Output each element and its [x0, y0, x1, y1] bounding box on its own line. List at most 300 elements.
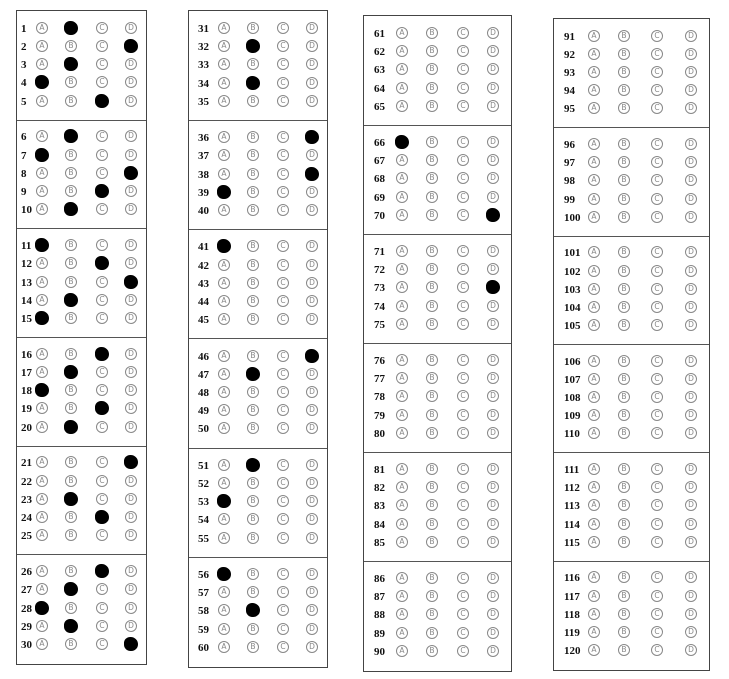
answer-bubble-b[interactable] [64, 365, 78, 379]
answer-bubble-d[interactable]: D [306, 277, 318, 289]
answer-bubble-a[interactable]: A [396, 263, 408, 275]
answer-bubble-c[interactable]: C [651, 211, 663, 223]
answer-bubble-c[interactable]: C [277, 495, 289, 507]
answer-bubble-b[interactable]: B [618, 211, 630, 223]
answer-bubble-a[interactable]: A [588, 409, 600, 421]
answer-bubble-a[interactable]: A [588, 265, 600, 277]
answer-bubble-b[interactable]: B [426, 354, 438, 366]
answer-bubble-c[interactable]: C [277, 568, 289, 580]
answer-bubble-d[interactable]: D [487, 518, 499, 530]
answer-bubble-c[interactable]: C [651, 193, 663, 205]
answer-bubble-d[interactable]: D [306, 77, 318, 89]
answer-bubble-d[interactable]: D [685, 644, 697, 656]
answer-bubble-c[interactable]: C [96, 529, 108, 541]
answer-bubble-b[interactable]: B [426, 45, 438, 57]
answer-bubble-c[interactable]: C [277, 131, 289, 143]
answer-bubble-a[interactable]: A [588, 626, 600, 638]
answer-bubble-a[interactable] [217, 494, 231, 508]
answer-bubble-d[interactable] [305, 167, 319, 181]
answer-bubble-a[interactable]: A [218, 368, 230, 380]
answer-bubble-c[interactable]: C [457, 281, 469, 293]
answer-bubble-d[interactable]: D [685, 608, 697, 620]
answer-bubble-c[interactable]: C [96, 602, 108, 614]
answer-bubble-a[interactable]: A [396, 463, 408, 475]
answer-bubble-b[interactable]: B [65, 638, 77, 650]
answer-bubble-b[interactable]: B [618, 536, 630, 548]
answer-bubble-a[interactable]: A [588, 391, 600, 403]
answer-bubble-d[interactable]: D [487, 100, 499, 112]
answer-bubble-b[interactable]: B [618, 373, 630, 385]
answer-bubble-d[interactable]: D [685, 499, 697, 511]
answer-bubble-d[interactable]: D [125, 421, 137, 433]
answer-bubble-b[interactable]: B [65, 185, 77, 197]
answer-bubble-b[interactable]: B [65, 529, 77, 541]
answer-bubble-d[interactable]: D [685, 84, 697, 96]
answer-bubble-c[interactable]: C [277, 22, 289, 34]
answer-bubble-c[interactable]: C [277, 513, 289, 525]
answer-bubble-d[interactable]: D [487, 499, 499, 511]
answer-bubble-a[interactable]: A [396, 499, 408, 511]
answer-bubble-d[interactable]: D [685, 409, 697, 421]
answer-bubble-c[interactable]: C [457, 463, 469, 475]
answer-bubble-b[interactable]: B [65, 40, 77, 52]
answer-bubble-d[interactable]: D [125, 185, 137, 197]
answer-bubble-d[interactable]: D [306, 641, 318, 653]
answer-bubble-c[interactable]: C [457, 154, 469, 166]
answer-bubble-d[interactable]: D [685, 30, 697, 42]
answer-bubble-d[interactable]: D [125, 294, 137, 306]
answer-bubble-b[interactable]: B [426, 300, 438, 312]
answer-bubble-b[interactable]: B [426, 481, 438, 493]
answer-bubble-d[interactable]: D [306, 586, 318, 598]
answer-bubble-d[interactable]: D [306, 259, 318, 271]
answer-bubble-d[interactable]: D [685, 66, 697, 78]
answer-bubble-b[interactable]: B [426, 27, 438, 39]
answer-bubble-a[interactable]: A [588, 644, 600, 656]
answer-bubble-c[interactable]: C [651, 518, 663, 530]
answer-bubble-c[interactable]: C [457, 518, 469, 530]
answer-bubble-a[interactable]: A [588, 355, 600, 367]
answer-bubble-d[interactable]: D [125, 583, 137, 595]
answer-bubble-a[interactable]: A [36, 22, 48, 34]
answer-bubble-b[interactable]: B [618, 193, 630, 205]
answer-bubble-d[interactable]: D [125, 348, 137, 360]
answer-bubble-c[interactable]: C [651, 409, 663, 421]
answer-bubble-a[interactable]: A [396, 45, 408, 57]
answer-bubble-a[interactable]: A [588, 518, 600, 530]
answer-bubble-a[interactable]: A [36, 493, 48, 505]
answer-bubble-a[interactable]: A [396, 281, 408, 293]
answer-bubble-a[interactable] [35, 238, 49, 252]
answer-bubble-d[interactable]: D [685, 427, 697, 439]
answer-bubble-a[interactable]: A [396, 536, 408, 548]
answer-bubble-d[interactable]: D [125, 22, 137, 34]
answer-bubble-c[interactable]: C [651, 84, 663, 96]
answer-bubble-c[interactable]: C [457, 409, 469, 421]
answer-bubble-c[interactable]: C [277, 477, 289, 489]
answer-bubble-b[interactable]: B [618, 481, 630, 493]
answer-bubble-d[interactable]: D [487, 191, 499, 203]
answer-bubble-d[interactable]: D [125, 620, 137, 632]
answer-bubble-a[interactable]: A [396, 427, 408, 439]
answer-bubble-b[interactable]: B [618, 571, 630, 583]
answer-bubble-a[interactable]: A [36, 40, 48, 52]
answer-bubble-a[interactable]: A [588, 246, 600, 258]
answer-bubble-d[interactable]: D [685, 174, 697, 186]
answer-bubble-b[interactable]: B [65, 312, 77, 324]
answer-bubble-a[interactable]: A [36, 638, 48, 650]
answer-bubble-c[interactable]: C [457, 63, 469, 75]
answer-bubble-a[interactable]: A [588, 84, 600, 96]
answer-bubble-d[interactable] [486, 208, 500, 222]
answer-bubble-b[interactable]: B [426, 518, 438, 530]
answer-bubble-d[interactable]: D [685, 536, 697, 548]
answer-bubble-b[interactable]: B [247, 422, 259, 434]
answer-bubble-a[interactable]: A [218, 641, 230, 653]
answer-bubble-a[interactable]: A [588, 499, 600, 511]
answer-bubble-a[interactable]: A [588, 48, 600, 60]
answer-bubble-c[interactable]: C [277, 240, 289, 252]
answer-bubble-c[interactable]: C [96, 421, 108, 433]
answer-bubble-c[interactable]: C [277, 313, 289, 325]
answer-bubble-b[interactable]: B [247, 404, 259, 416]
answer-bubble-d[interactable]: D [685, 246, 697, 258]
answer-bubble-b[interactable] [64, 293, 78, 307]
answer-bubble-c[interactable]: C [651, 590, 663, 602]
answer-bubble-d[interactable]: D [125, 203, 137, 215]
answer-bubble-d[interactable]: D [306, 58, 318, 70]
answer-bubble-d[interactable]: D [487, 27, 499, 39]
answer-bubble-b[interactable]: B [247, 95, 259, 107]
answer-bubble-c[interactable]: C [651, 156, 663, 168]
answer-bubble-b[interactable]: B [247, 131, 259, 143]
answer-bubble-c[interactable]: C [651, 301, 663, 313]
answer-bubble-b[interactable]: B [247, 204, 259, 216]
answer-bubble-c[interactable] [95, 184, 109, 198]
answer-bubble-b[interactable] [246, 458, 260, 472]
answer-bubble-c[interactable]: C [96, 203, 108, 215]
answer-bubble-b[interactable]: B [426, 82, 438, 94]
answer-bubble-b[interactable]: B [618, 319, 630, 331]
answer-bubble-d[interactable]: D [125, 95, 137, 107]
answer-bubble-d[interactable]: D [487, 427, 499, 439]
answer-bubble-d[interactable] [305, 130, 319, 144]
answer-bubble-d[interactable]: D [487, 318, 499, 330]
answer-bubble-a[interactable]: A [36, 167, 48, 179]
answer-bubble-d[interactable]: D [487, 572, 499, 584]
answer-bubble-c[interactable]: C [277, 368, 289, 380]
answer-bubble-c[interactable]: C [96, 456, 108, 468]
answer-bubble-c[interactable]: C [457, 300, 469, 312]
answer-bubble-a[interactable]: A [396, 27, 408, 39]
answer-bubble-a[interactable]: A [588, 30, 600, 42]
answer-bubble-a[interactable]: A [588, 427, 600, 439]
answer-bubble-a[interactable]: A [396, 209, 408, 221]
answer-bubble-b[interactable]: B [247, 477, 259, 489]
answer-bubble-c[interactable]: C [277, 95, 289, 107]
answer-bubble-d[interactable] [486, 280, 500, 294]
answer-bubble-c[interactable]: C [96, 276, 108, 288]
answer-bubble-a[interactable]: A [36, 185, 48, 197]
answer-bubble-b[interactable]: B [247, 641, 259, 653]
answer-bubble-a[interactable]: A [588, 373, 600, 385]
answer-bubble-d[interactable] [124, 39, 138, 53]
answer-bubble-c[interactable]: C [457, 499, 469, 511]
answer-bubble-d[interactable]: D [306, 40, 318, 52]
answer-bubble-c[interactable]: C [457, 354, 469, 366]
answer-bubble-c[interactable]: C [277, 532, 289, 544]
answer-bubble-c[interactable]: C [96, 638, 108, 650]
answer-bubble-a[interactable]: A [588, 481, 600, 493]
answer-bubble-a[interactable]: A [218, 313, 230, 325]
answer-bubble-d[interactable]: D [125, 565, 137, 577]
answer-bubble-a[interactable] [35, 75, 49, 89]
answer-bubble-b[interactable] [64, 619, 78, 633]
answer-bubble-b[interactable]: B [426, 627, 438, 639]
answer-bubble-b[interactable]: B [618, 174, 630, 186]
answer-bubble-d[interactable]: D [306, 623, 318, 635]
answer-bubble-c[interactable]: C [277, 641, 289, 653]
answer-bubble-b[interactable]: B [618, 66, 630, 78]
answer-bubble-a[interactable]: A [396, 318, 408, 330]
answer-bubble-a[interactable] [217, 185, 231, 199]
answer-bubble-a[interactable]: A [36, 529, 48, 541]
answer-bubble-d[interactable]: D [125, 257, 137, 269]
answer-bubble-b[interactable]: B [247, 568, 259, 580]
answer-bubble-b[interactable]: B [65, 76, 77, 88]
answer-bubble-c[interactable] [95, 256, 109, 270]
answer-bubble-a[interactable]: A [36, 203, 48, 215]
answer-bubble-d[interactable]: D [125, 130, 137, 142]
answer-bubble-a[interactable]: A [218, 22, 230, 34]
answer-bubble-b[interactable]: B [618, 463, 630, 475]
answer-bubble-d[interactable]: D [306, 459, 318, 471]
answer-bubble-d[interactable]: D [306, 240, 318, 252]
answer-bubble-c[interactable]: C [651, 66, 663, 78]
answer-bubble-a[interactable] [35, 311, 49, 325]
answer-bubble-d[interactable]: D [487, 536, 499, 548]
answer-bubble-b[interactable]: B [426, 463, 438, 475]
answer-bubble-a[interactable]: A [396, 645, 408, 657]
answer-bubble-d[interactable]: D [685, 138, 697, 150]
answer-bubble-c[interactable]: C [277, 40, 289, 52]
answer-bubble-c[interactable]: C [651, 355, 663, 367]
answer-bubble-c[interactable]: C [457, 572, 469, 584]
answer-bubble-c[interactable]: C [651, 174, 663, 186]
answer-bubble-a[interactable]: A [36, 565, 48, 577]
answer-bubble-b[interactable] [64, 129, 78, 143]
answer-bubble-c[interactable] [95, 94, 109, 108]
answer-bubble-a[interactable]: A [218, 459, 230, 471]
answer-bubble-c[interactable]: C [457, 245, 469, 257]
answer-bubble-c[interactable]: C [457, 390, 469, 402]
answer-bubble-d[interactable]: D [685, 265, 697, 277]
answer-bubble-d[interactable]: D [685, 355, 697, 367]
answer-bubble-b[interactable]: B [65, 149, 77, 161]
answer-bubble-a[interactable]: A [588, 536, 600, 548]
answer-bubble-a[interactable]: A [588, 174, 600, 186]
answer-bubble-a[interactable]: A [36, 620, 48, 632]
answer-bubble-d[interactable]: D [685, 590, 697, 602]
answer-bubble-b[interactable]: B [247, 350, 259, 362]
answer-bubble-b[interactable] [64, 57, 78, 71]
answer-bubble-a[interactable]: A [218, 295, 230, 307]
answer-bubble-c[interactable]: C [96, 384, 108, 396]
answer-bubble-c[interactable]: C [96, 76, 108, 88]
answer-bubble-d[interactable]: D [487, 263, 499, 275]
answer-bubble-d[interactable]: D [125, 493, 137, 505]
answer-bubble-b[interactable]: B [65, 456, 77, 468]
answer-bubble-d[interactable]: D [685, 193, 697, 205]
answer-bubble-b[interactable] [64, 21, 78, 35]
answer-bubble-c[interactable]: C [277, 186, 289, 198]
answer-bubble-b[interactable]: B [618, 499, 630, 511]
answer-bubble-b[interactable] [246, 39, 260, 53]
answer-bubble-a[interactable]: A [396, 191, 408, 203]
answer-bubble-b[interactable]: B [618, 138, 630, 150]
answer-bubble-a[interactable] [35, 148, 49, 162]
answer-bubble-d[interactable]: D [487, 463, 499, 475]
answer-bubble-d[interactable]: D [306, 568, 318, 580]
answer-bubble-c[interactable]: C [96, 366, 108, 378]
answer-bubble-c[interactable]: C [651, 283, 663, 295]
answer-bubble-b[interactable]: B [247, 295, 259, 307]
answer-bubble-b[interactable]: B [65, 402, 77, 414]
answer-bubble-b[interactable]: B [618, 626, 630, 638]
answer-bubble-c[interactable]: C [96, 312, 108, 324]
answer-bubble-a[interactable]: A [396, 390, 408, 402]
answer-bubble-a[interactable]: A [588, 590, 600, 602]
answer-bubble-c[interactable]: C [651, 138, 663, 150]
answer-bubble-c[interactable]: C [96, 167, 108, 179]
answer-bubble-b[interactable]: B [426, 209, 438, 221]
answer-bubble-d[interactable]: D [685, 48, 697, 60]
answer-bubble-d[interactable] [124, 166, 138, 180]
answer-bubble-a[interactable] [217, 239, 231, 253]
answer-bubble-d[interactable]: D [306, 204, 318, 216]
answer-bubble-a[interactable]: A [218, 623, 230, 635]
answer-bubble-a[interactable]: A [218, 604, 230, 616]
answer-bubble-d[interactable]: D [487, 154, 499, 166]
answer-bubble-a[interactable]: A [588, 102, 600, 114]
answer-bubble-b[interactable]: B [426, 645, 438, 657]
answer-bubble-b[interactable]: B [618, 30, 630, 42]
answer-bubble-d[interactable]: D [125, 58, 137, 70]
answer-bubble-a[interactable]: A [36, 95, 48, 107]
answer-bubble-c[interactable]: C [457, 627, 469, 639]
answer-bubble-c[interactable]: C [277, 259, 289, 271]
answer-bubble-c[interactable]: C [277, 459, 289, 471]
answer-bubble-d[interactable]: D [306, 404, 318, 416]
answer-bubble-b[interactable]: B [65, 239, 77, 251]
answer-bubble-c[interactable]: C [651, 626, 663, 638]
answer-bubble-c[interactable]: C [96, 239, 108, 251]
answer-bubble-c[interactable]: C [651, 319, 663, 331]
answer-bubble-d[interactable]: D [487, 590, 499, 602]
answer-bubble-b[interactable]: B [65, 475, 77, 487]
answer-bubble-c[interactable] [95, 347, 109, 361]
answer-bubble-a[interactable]: A [218, 477, 230, 489]
answer-bubble-c[interactable]: C [457, 536, 469, 548]
answer-bubble-a[interactable]: A [588, 138, 600, 150]
answer-bubble-b[interactable]: B [618, 301, 630, 313]
answer-bubble-a[interactable]: A [36, 511, 48, 523]
answer-bubble-c[interactable]: C [277, 58, 289, 70]
answer-bubble-b[interactable]: B [426, 281, 438, 293]
answer-bubble-b[interactable]: B [426, 154, 438, 166]
answer-bubble-b[interactable]: B [65, 602, 77, 614]
answer-bubble-b[interactable] [64, 492, 78, 506]
answer-bubble-a[interactable]: A [588, 463, 600, 475]
answer-bubble-d[interactable]: D [125, 239, 137, 251]
answer-bubble-a[interactable]: A [396, 300, 408, 312]
answer-bubble-b[interactable]: B [247, 186, 259, 198]
answer-bubble-d[interactable]: D [306, 313, 318, 325]
answer-bubble-c[interactable]: C [277, 350, 289, 362]
answer-bubble-d[interactable]: D [306, 368, 318, 380]
answer-bubble-c[interactable]: C [457, 645, 469, 657]
answer-bubble-d[interactable]: D [685, 211, 697, 223]
answer-bubble-d[interactable]: D [306, 186, 318, 198]
answer-bubble-d[interactable]: D [125, 529, 137, 541]
answer-bubble-a[interactable]: A [36, 583, 48, 595]
answer-bubble-a[interactable]: A [396, 82, 408, 94]
answer-bubble-a[interactable]: A [396, 172, 408, 184]
answer-bubble-a[interactable]: A [588, 608, 600, 620]
answer-bubble-c[interactable]: C [651, 391, 663, 403]
answer-bubble-b[interactable]: B [426, 63, 438, 75]
answer-bubble-c[interactable]: C [277, 604, 289, 616]
answer-bubble-b[interactable]: B [247, 259, 259, 271]
answer-bubble-c[interactable]: C [651, 536, 663, 548]
answer-bubble-b[interactable] [246, 76, 260, 90]
answer-bubble-a[interactable]: A [36, 58, 48, 70]
answer-bubble-c[interactable]: C [457, 100, 469, 112]
answer-bubble-d[interactable]: D [306, 295, 318, 307]
answer-bubble-a[interactable]: A [396, 409, 408, 421]
answer-bubble-d[interactable]: D [685, 518, 697, 530]
answer-bubble-b[interactable] [64, 420, 78, 434]
answer-bubble-c[interactable]: C [457, 263, 469, 275]
answer-bubble-a[interactable]: A [218, 168, 230, 180]
answer-bubble-b[interactable]: B [247, 168, 259, 180]
answer-bubble-c[interactable]: C [96, 620, 108, 632]
answer-bubble-d[interactable]: D [487, 481, 499, 493]
answer-bubble-a[interactable]: A [396, 372, 408, 384]
answer-bubble-d[interactable]: D [487, 390, 499, 402]
answer-bubble-a[interactable]: A [588, 301, 600, 313]
answer-bubble-a[interactable]: A [396, 245, 408, 257]
answer-bubble-b[interactable]: B [426, 590, 438, 602]
answer-bubble-b[interactable]: B [247, 495, 259, 507]
answer-bubble-d[interactable]: D [685, 102, 697, 114]
answer-bubble-d[interactable]: D [487, 627, 499, 639]
answer-bubble-a[interactable]: A [218, 350, 230, 362]
answer-bubble-a[interactable]: A [396, 100, 408, 112]
answer-bubble-a[interactable]: A [396, 354, 408, 366]
answer-bubble-c[interactable]: C [651, 427, 663, 439]
answer-bubble-a[interactable]: A [36, 421, 48, 433]
answer-bubble-c[interactable]: C [457, 372, 469, 384]
answer-bubble-d[interactable]: D [487, 608, 499, 620]
answer-bubble-d[interactable]: D [125, 76, 137, 88]
answer-bubble-d[interactable]: D [306, 495, 318, 507]
answer-bubble-b[interactable]: B [65, 384, 77, 396]
answer-bubble-b[interactable]: B [618, 265, 630, 277]
answer-bubble-c[interactable]: C [457, 209, 469, 221]
answer-bubble-a[interactable]: A [396, 590, 408, 602]
answer-bubble-a[interactable]: A [218, 277, 230, 289]
